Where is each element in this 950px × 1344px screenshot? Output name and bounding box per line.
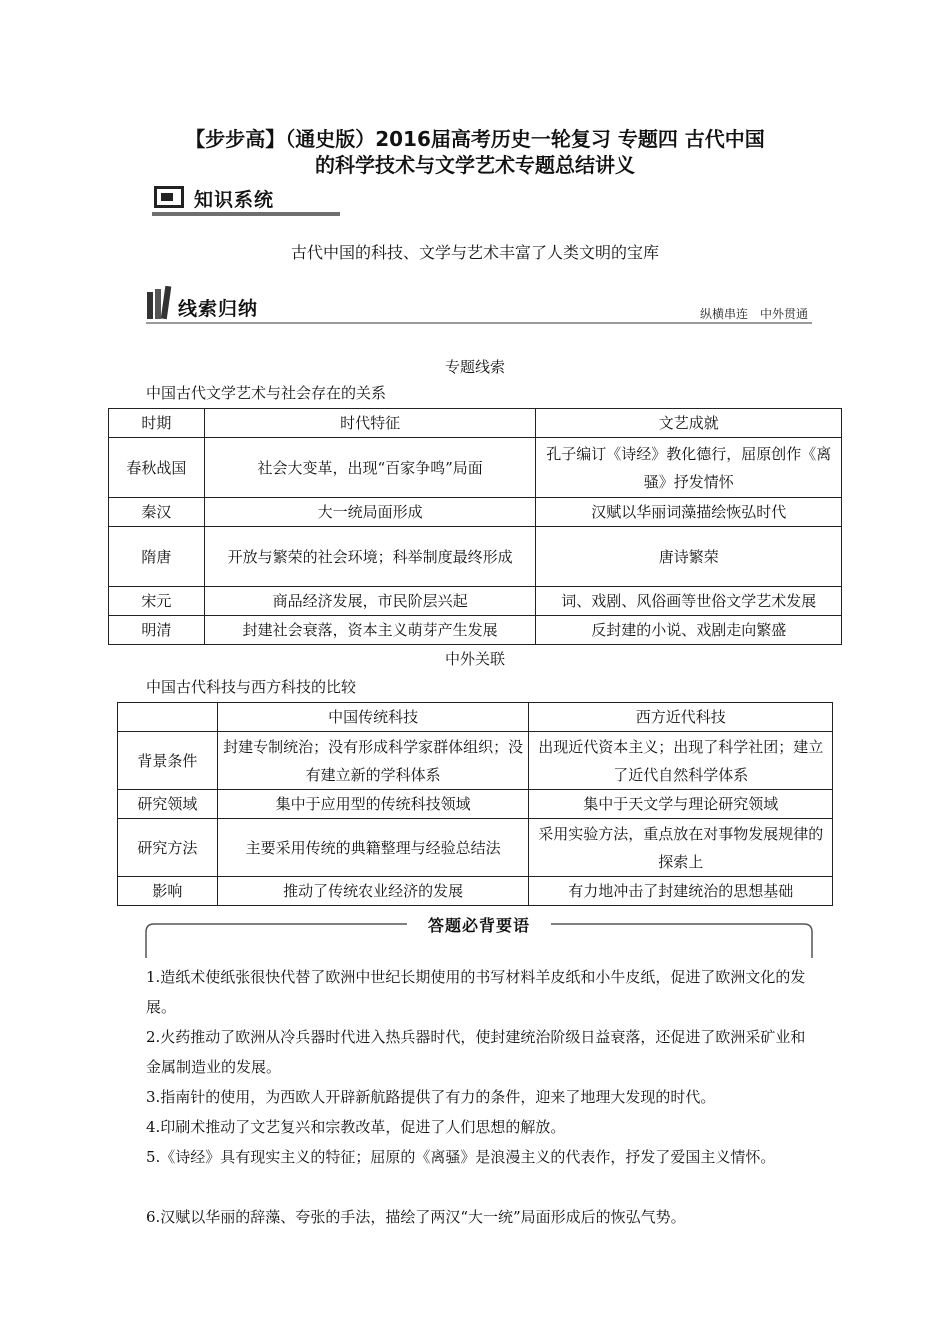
table-cell: 社会大变革，出现“百家争鸣”局面	[204, 438, 536, 498]
section-header-keypoints-label: 答题必背要语	[427, 916, 530, 935]
table-cell: 反封建的小说、戏剧走向繁盛	[536, 616, 842, 645]
table-header-cell: 时代特征	[204, 409, 536, 438]
table-cell: 封建专制统治；没有形成科学家群体组织；没有建立新的学科体系	[217, 732, 529, 790]
literature-society-table	[108, 408, 842, 645]
table-row	[109, 587, 842, 616]
key-point-item: 5.《诗经》具有现实主义的特征；屈原的《离骚》是浪漫主义的代表作，抒发了爱国主义情怀。	[146, 1148, 776, 1166]
table-cell: 封建社会衰落，资本主义萌芽产生发展	[204, 616, 536, 645]
table-cell: 汉赋以华丽词藻描绘恢弘时代	[536, 498, 842, 527]
table-cell: 背景条件	[118, 732, 218, 790]
table-header-cell	[118, 703, 218, 732]
table-cell: 商品经济发展，市民阶层兴起	[204, 587, 536, 616]
table-cell: 春秋战国	[109, 438, 205, 498]
table-row	[109, 498, 842, 527]
table-header-cell: 时期	[109, 409, 205, 438]
table-cell: 大一统局面形成	[204, 498, 536, 527]
table-cell: 开放与繁荣的社会环境；科举制度最终形成	[204, 527, 536, 587]
table-cell: 主要采用传统的典籍整理与经验总结法	[217, 819, 529, 877]
table-row	[109, 438, 842, 498]
table-row	[109, 527, 842, 587]
table-cell: 研究方法	[118, 819, 218, 877]
table-row	[118, 877, 833, 906]
key-point-item: 2.火药推动了欧洲从冷兵器时代进入热兵器时代，使封建统治阶级日益衰落，还促进了欧洲采矿业和金属制造业的发展。	[146, 1028, 806, 1076]
table-header-row	[118, 703, 833, 732]
table-header-row	[109, 409, 842, 438]
key-point-item: 3.指南针的使用，为西欧人开辟新航路提供了有力的条件，迎来了地理大发现的时代。	[146, 1088, 716, 1106]
books-icon	[146, 286, 172, 320]
topic-clues-label: 专题线索	[444, 358, 505, 376]
section-divider	[146, 322, 812, 324]
table-cell: 推动了传统农业经济的发展	[217, 877, 529, 906]
table-cell: 唐诗繁荣	[536, 527, 842, 587]
table-cell: 影响	[118, 877, 218, 906]
table-cell: 集中于应用型的传统科技领域	[217, 790, 529, 819]
section-header-clues	[146, 286, 812, 324]
table-cell: 宋元	[109, 587, 205, 616]
science-comparison-table	[117, 702, 833, 906]
table-cell: 有力地冲击了封建统治的思想基础	[529, 877, 833, 906]
section-header-keypoints	[145, 912, 813, 958]
table-header-cell: 文艺成就	[536, 409, 842, 438]
key-point-item: 6.汉赋以华丽的辞藻、夸张的手法，描绘了两汉“大一统”局面形成后的恢弘气势。	[146, 1208, 686, 1226]
table-cell: 明清	[109, 616, 205, 645]
table-cell: 秦汉	[109, 498, 205, 527]
table-row	[118, 732, 833, 790]
section-header-clues-label: 线索归纳	[178, 298, 259, 320]
table-row	[118, 790, 833, 819]
section-divider	[152, 212, 340, 216]
table-cell: 词、戏剧、风俗画等世俗文学艺术发展	[536, 587, 842, 616]
table-header-cell: 中国传统科技	[217, 703, 529, 732]
foreign-link-label: 中外关联	[444, 650, 505, 668]
table-row	[118, 819, 833, 877]
table-cell: 孔子编订《诗经》教化德行，屈原创作《离骚》抒发情怀	[536, 438, 842, 498]
table-header-cell: 西方近代科技	[529, 703, 833, 732]
document-title-line-1: 【步步高】（通史版）2016届高考历史一轮复习 专题四 古代中国	[185, 127, 765, 151]
table-cell: 集中于天文学与理论研究领域	[529, 790, 833, 819]
table-cell: 研究领域	[118, 790, 218, 819]
section-header-knowledge-label: 知识系统	[194, 189, 275, 211]
table-cell: 隋唐	[109, 527, 205, 587]
summary-text: 古代中国的科技、文学与艺术丰富了人类文明的宝库	[290, 243, 659, 262]
section-header-knowledge	[152, 182, 340, 216]
key-point-item: 4.印刷术推动了文艺复兴和宗教改革，促进了人们思想的解放。	[146, 1118, 566, 1136]
key-point-item: 1.造纸术使纸张很快代替了欧洲中世纪长期使用的书写材料羊皮纸和小牛皮纸，促进了欧洲文化的发展。	[146, 968, 806, 1016]
section-header-clues-subtitle: 纵横串连 中外贯通	[699, 307, 808, 321]
table2-caption: 中国古代科技与西方科技的比较	[146, 678, 357, 696]
table-cell: 出现近代资本主义；出现了科学社团；建立了近代自然科学体系	[529, 732, 833, 790]
document-title-line-2: 的科学技术与文学艺术专题总结讲义	[315, 153, 635, 177]
table1-caption: 中国古代文学艺术与社会存在的关系	[146, 384, 387, 402]
table-cell: 采用实验方法，重点放在对事物发展规律的探索上	[529, 819, 833, 877]
table-row	[109, 616, 842, 645]
book-icon	[154, 186, 184, 208]
